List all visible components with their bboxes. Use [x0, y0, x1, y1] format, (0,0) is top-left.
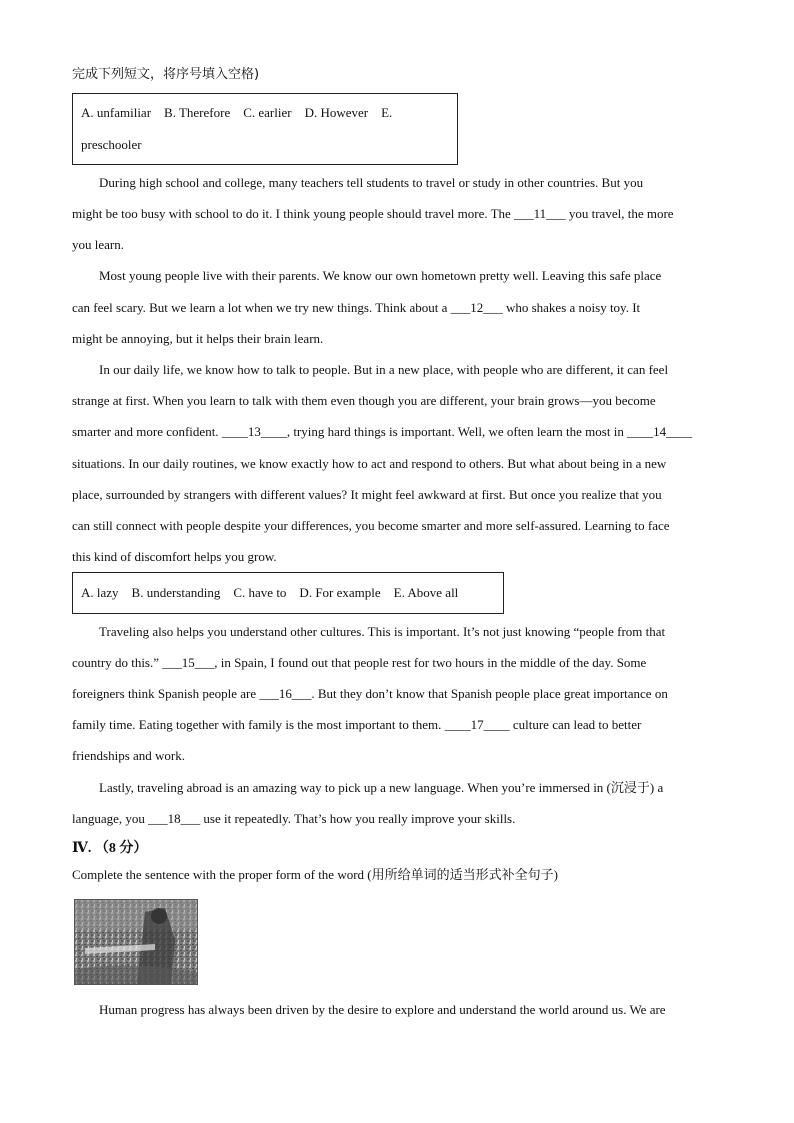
word-bank-box-1: [72, 93, 458, 165]
section4-title: Ⅳ. （8 分）: [72, 841, 148, 856]
text: who shakes a noisy toy. It: [502, 300, 641, 315]
photo-illustration: [75, 900, 198, 985]
text: family time. Eating together with family is the most important to them.: [72, 717, 445, 732]
text: culture can lead to better: [509, 717, 642, 732]
blank-17[interactable]: ____17____: [444, 717, 510, 732]
blank-11[interactable]: ___11___: [514, 206, 566, 221]
text: country do this.”: [72, 655, 163, 670]
p3-line-1: In our daily life, we know how to talk to people. But in a new place, with people who are different, it can feel: [99, 362, 669, 377]
instruction-section4: Complete the sentence with the proper form of the word (用所给单词的适当形式补全句子): [72, 867, 558, 882]
text: you travel, the more: [565, 206, 674, 221]
word-bank-box-2: [72, 572, 504, 614]
exploration-photo: [74, 899, 198, 985]
blank-18[interactable]: ___18___: [148, 811, 201, 826]
p2-line-3: might be annoying, but it helps their brain learn.: [72, 331, 324, 346]
instruction-section3: 完成下列短文，将序号填入空格): [72, 67, 260, 82]
p1-line-3: you learn.: [72, 237, 124, 252]
p3-line-5: place, surrounded by strangers with different values? It might feel awkward at first. But once you realize that you: [72, 487, 662, 502]
text: can feel scary. But we learn a lot when we try new things. Think about a: [72, 300, 451, 315]
p1-line-2: [72, 205, 674, 223]
p3-line-6: can still connect with people despite your differences, you become smarter and more self-assured. Learning to face: [72, 518, 670, 533]
blank-16[interactable]: ___16___: [259, 686, 312, 701]
word-bank-1-line-1: A. unfamiliar B. Therefore C. earlier D. However E.: [81, 105, 393, 120]
word-bank-2-line: A. lazy B. understanding C. have to D. For example E. Above all: [81, 585, 459, 600]
p4-line-3: [72, 685, 668, 703]
text: use it repeatedly. That’s how you really improve your skills.: [200, 811, 516, 826]
p5-line-2: [72, 810, 515, 828]
p5-line-1: Lastly, traveling abroad is an amazing way to pick up a new language. When you’re immersed in (沉浸于) a: [99, 780, 664, 795]
p1-line-1: During high school and college, many teachers tell students to travel or study in other countries. But you: [99, 175, 644, 190]
p3-line-4: situations. In our daily routines, we know exactly how to act and respond to others. But what about being in a new: [72, 456, 667, 471]
text: . But they don’t know that Spanish people place great importance on: [311, 686, 668, 701]
p3-line-3: [72, 423, 692, 441]
p3-line-7: this kind of discomfort helps you grow.: [72, 549, 277, 564]
text: , trying hard things is important. Well, we often learn the most in: [286, 424, 628, 439]
p4-line-2: [72, 654, 646, 672]
word-bank-1-line-2: preschooler: [81, 137, 142, 152]
blank-12[interactable]: ___12___: [450, 300, 503, 315]
text: smarter and more confident.: [72, 424, 222, 439]
p3-line-2: strange at first. When you learn to talk with them even though you are different, your brain grows—you become: [72, 393, 656, 408]
text: , in Spain, I found out that people rest for two hours in the middle of the day. Some: [214, 655, 647, 670]
p4-line-4: [72, 716, 641, 734]
text: language, you: [72, 811, 149, 826]
p2-line-1: Most young people live with their parents. We know our own hometown pretty well. Leaving this safe place: [99, 268, 662, 283]
blank-13[interactable]: ____13____: [221, 424, 287, 439]
p2-line-2: [72, 299, 640, 317]
blank-14[interactable]: ____14____: [627, 424, 693, 439]
text: foreigners think Spanish people are: [72, 686, 260, 701]
section4-p1-line-1: Human progress has always been driven by the desire to explore and understand the world around us. We are: [99, 1002, 666, 1017]
blank-15[interactable]: ___15___: [162, 655, 215, 670]
p4-line-1: Traveling also helps you understand other cultures. This is important. It’s not just knowing “people from that: [99, 624, 666, 639]
text: might be too busy with school to do it. I think young people should travel more. The: [72, 206, 515, 221]
p4-line-5: friendships and work.: [72, 748, 186, 763]
